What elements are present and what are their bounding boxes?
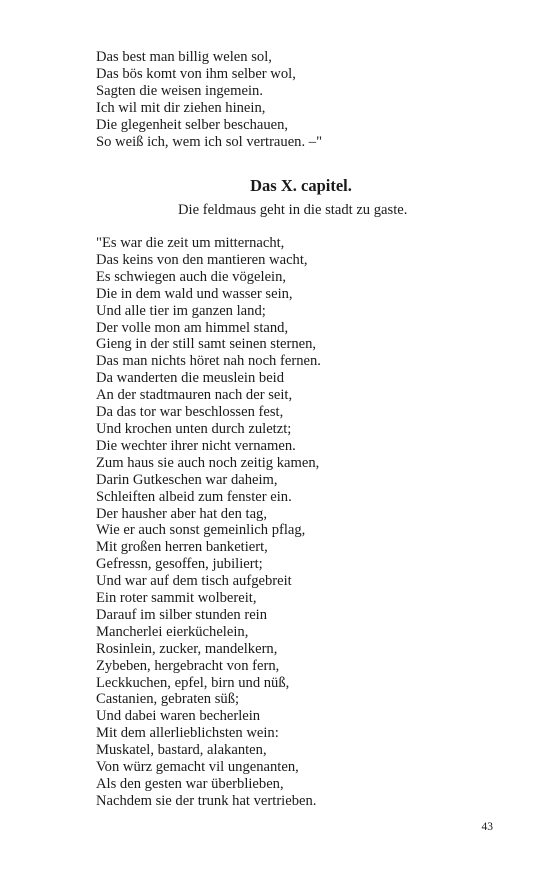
verse-line: Und dabei waren becherlein (96, 708, 261, 725)
verse-line: Als den gesten war überblieben, (96, 776, 284, 792)
verse-line: So weiß ich, wem ich sol vertrauen. –" (96, 133, 323, 150)
chapter-subtitle: Die feldmaus geht in die stadt zu gaste. (178, 202, 408, 218)
main-stanza (96, 235, 321, 810)
verse-line: Mancherlei eierküchelein, (96, 623, 249, 640)
verse-line: Die wechter ihrer nicht vernamen. (96, 437, 296, 454)
verse-line: Ein roter sammit wolbereit, (96, 590, 257, 607)
verse-line: Wie er auch sonst gemeinlich pflag, (96, 522, 306, 539)
verse-line: Von würz gemacht vil ungenanten, (96, 759, 299, 776)
verse-line: Gieng in der still samt seinen sternen, (96, 336, 317, 353)
verse-line: Mit dem allerlieblichsten wein: (96, 725, 279, 742)
verse-line: Da wanderten die meuslein beid (96, 370, 285, 387)
verse-line: Der hausher aber hat den tag, (96, 505, 267, 522)
verse-line: Das bös komt von ihm selber wol, (96, 65, 296, 82)
verse-line: Mit großen herren banketiert, (96, 539, 268, 556)
verse-line: An der stadtmauren nach der seit, (96, 387, 293, 404)
verse-line: Gefressn, gesoffen, jubiliert; (96, 556, 263, 573)
verse-line: Sagten die weisen ingemein. (96, 82, 263, 99)
verse-line: Und alle tier im ganzen land; (96, 302, 266, 319)
verse-line: Und krochen unten durch zuletzt; (96, 420, 292, 437)
page-number: 43 (481, 821, 493, 833)
top-stanza (96, 49, 322, 150)
verse-line: Das best man billig welen sol, (96, 49, 272, 65)
verse-line: Das keins von den mantieren wacht, (96, 251, 308, 268)
verse-line: Castanien, gebraten süß; (96, 691, 240, 708)
verse-line: Es schwiegen auch die vögelein, (96, 268, 287, 285)
verse-line: Leckkuchen, epfel, birn und nüß, (96, 674, 290, 691)
verse-line: Zybeben, hergebracht von fern, (96, 657, 280, 674)
verse-line: Das man nichts höret nah noch fernen. (96, 353, 321, 370)
verse-line: Darin Gutkeschen war daheim, (96, 471, 278, 488)
verse-line: Schleiften albeid zum fenster ein. (96, 488, 292, 505)
verse-line: Rosinlein, zucker, mandelkern, (96, 640, 278, 657)
verse-line: Und war auf dem tisch aufgebreit (96, 573, 292, 590)
verse-line: Nachdem sie der trunk hat vertrieben. (96, 792, 317, 809)
verse-line: Da das tor war beschlossen fest, (96, 404, 284, 421)
chapter-heading (0, 176, 550, 196)
verse-line: Ich wil mit dir ziehen hinein, (96, 99, 266, 116)
verse-line: Der volle mon am himmel stand, (96, 319, 289, 336)
verse-line: Die in dem wald und wasser sein, (96, 285, 293, 302)
verse-line: "Es war die zeit um mitternacht, (96, 235, 285, 251)
verse-line: Muskatel, bastard, alakanten, (96, 742, 267, 759)
chapter-title: Das X. capitel. (250, 176, 352, 195)
verse-line: Darauf im silber stunden rein (96, 606, 268, 623)
verse-line: Zum haus sie auch noch zeitig kamen, (96, 454, 320, 471)
verse-line: Die glegenheit selber beschauen, (96, 116, 289, 133)
